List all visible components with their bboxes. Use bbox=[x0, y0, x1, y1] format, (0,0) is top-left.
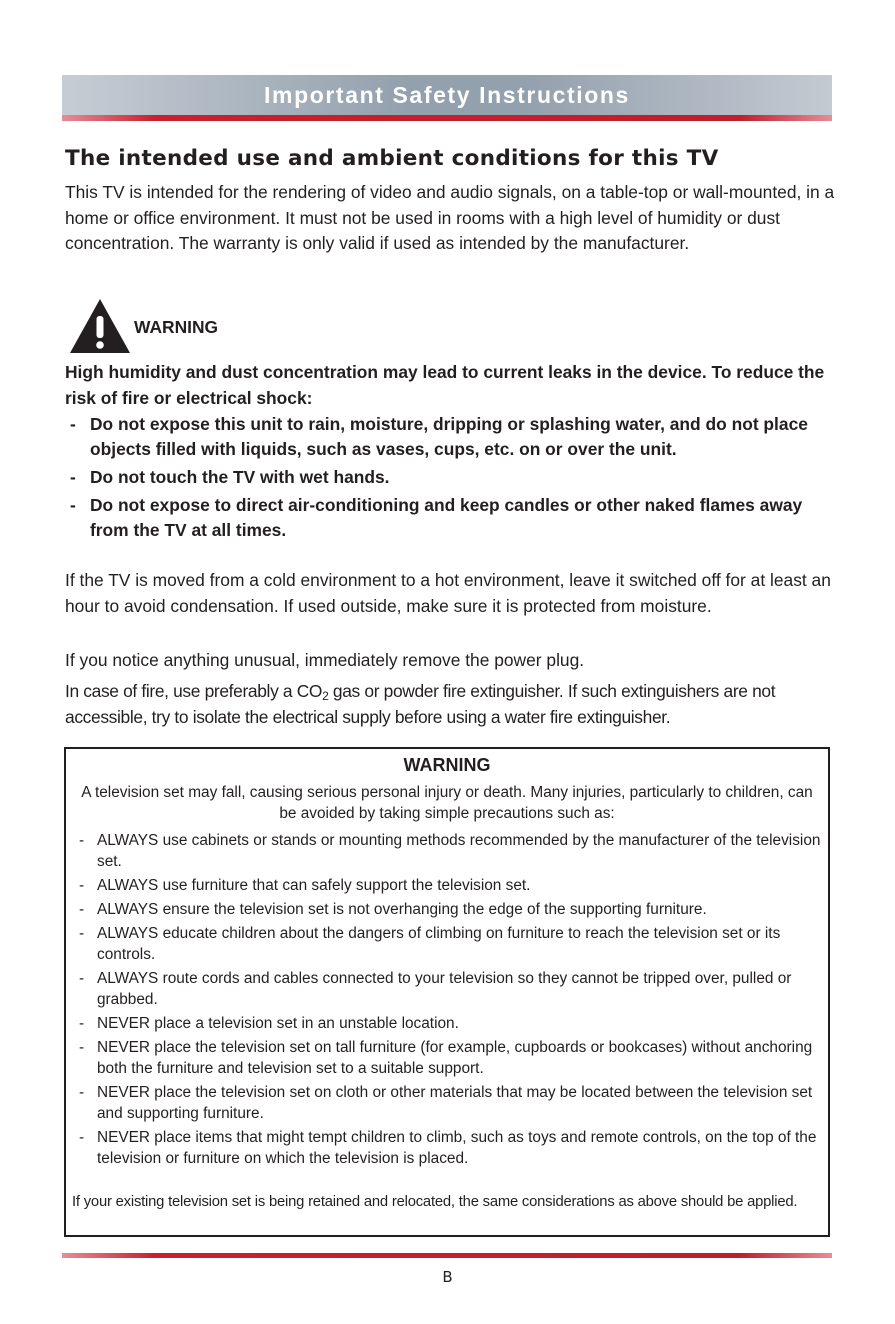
dash-bullet: - bbox=[79, 1039, 85, 1056]
list-item bbox=[78, 1037, 828, 1079]
dash-bullet: - bbox=[70, 467, 76, 487]
footer-rule bbox=[62, 1253, 832, 1258]
dash-bullet: - bbox=[79, 832, 85, 849]
dash-bullet: - bbox=[79, 970, 85, 987]
list-item-text: ALWAYS educate children about the dangers of climbing on furniture to reach the television set or its controls. bbox=[97, 925, 781, 963]
co2-subscript: 2 bbox=[322, 689, 329, 703]
header-rule bbox=[62, 115, 832, 121]
list-item bbox=[78, 1082, 828, 1124]
warning-label: WARNING bbox=[134, 317, 219, 337]
dash-bullet: - bbox=[79, 1084, 85, 1101]
list-item-text: NEVER place the television set on cloth or other materials that may be located between the television set and supporting furniture. bbox=[97, 1084, 813, 1122]
dash-bullet: - bbox=[79, 1015, 85, 1032]
list-item-text: NEVER place a television set in an unstable location. bbox=[97, 1015, 459, 1032]
humidity-warning-text: High humidity and dust concentration may lead to current leaks in the device. To reduce the risk of fire or electrical shock: bbox=[65, 362, 825, 408]
condensation-paragraph: If the TV is moved from a cold environment to a hot environment, leave it switched off for at least an hour to avoid condensation. If used outside, make sure it is protected from moisture. bbox=[65, 570, 831, 616]
list-item-text: ALWAYS route cords and cables connected to your television so they cannot be tripped over, pulled or grabbed. bbox=[97, 970, 792, 1008]
list-item bbox=[78, 875, 828, 896]
page-header-title: Important Safety Instructions bbox=[264, 82, 630, 108]
fire-extinguisher-paragraph bbox=[65, 679, 835, 730]
list-item-text: Do not expose this unit to rain, moisture, dripping or splashing water, and do not place objects filled with liquids, such as vases, cups, etc. on or over the unit. bbox=[90, 414, 808, 459]
header-bar bbox=[62, 75, 832, 115]
list-item bbox=[65, 465, 835, 490]
dash-bullet: - bbox=[79, 901, 85, 918]
list-item bbox=[78, 1127, 828, 1169]
list-item bbox=[78, 899, 828, 920]
list-item-text: ALWAYS use cabinets or stands or mounting methods recommended by the manufacturer of the television set. bbox=[97, 832, 821, 870]
dash-bullet: - bbox=[79, 877, 85, 894]
warning-box-intro: A television set may fall, causing serious personal injury or death. Many injuries, particularly to children, can be avoided by taking simple precautions such as: bbox=[81, 784, 813, 822]
list-item bbox=[78, 923, 828, 965]
list-item-text: ALWAYS use furniture that can safely support the television set. bbox=[97, 877, 531, 894]
fire-text-start: In case of fire, use preferably a CO bbox=[65, 681, 323, 701]
warning-triangle-icon bbox=[69, 298, 131, 354]
dash-bullet: - bbox=[70, 495, 76, 515]
list-item-text: NEVER place the television set on tall furniture (for example, cupboards or bookcases) without anchoring both the furniture and television set to a suitable support. bbox=[97, 1039, 813, 1077]
dash-bullet: - bbox=[79, 925, 85, 942]
fire-text-end: gas or powder fire extinguisher. If such extinguishers are not accessible, try to isolate the electrical supply before using a water fire extinguisher. bbox=[65, 681, 776, 727]
power-plug-paragraph: If you notice anything unusual, immediately remove the power plug. bbox=[65, 650, 585, 670]
list-item bbox=[78, 968, 828, 1010]
dash-bullet: - bbox=[79, 1129, 85, 1146]
humidity-warning-list bbox=[65, 412, 835, 546]
list-item bbox=[78, 1013, 828, 1034]
list-item-text: NEVER place items that might tempt children to climb, such as toys and remote controls, on the top of the television or furniture on which the television is placed. bbox=[97, 1129, 817, 1167]
intended-use-paragraph: This TV is intended for the rendering of video and audio signals, on a table-top or wall-mounted, in a home or office environment. It must not be used in rooms with a high level of humidity or dust concentration. The warranty is only valid if used as intended by the manufacturer. bbox=[65, 182, 835, 253]
list-item bbox=[65, 493, 835, 543]
list-item bbox=[65, 412, 835, 462]
list-item-text: Do not touch the TV with wet hands. bbox=[90, 467, 390, 487]
tip-over-warning-box bbox=[64, 747, 830, 1237]
page-number: B bbox=[442, 1268, 453, 1286]
list-item-text: Do not expose to direct air-conditioning and keep candles or other naked flames away from the TV at all times. bbox=[90, 495, 803, 540]
dash-bullet: - bbox=[70, 414, 76, 434]
warning-box-list bbox=[78, 830, 828, 1172]
list-item-text: ALWAYS ensure the television set is not overhanging the edge of the supporting furniture. bbox=[97, 901, 707, 918]
list-item bbox=[78, 830, 828, 872]
warning-box-title: WARNING bbox=[403, 755, 491, 775]
section-title: The intended use and ambient conditions for this TV bbox=[65, 146, 719, 171]
warning-box-footer: If your existing television set is being retained and relocated, the same considerations as above should be applied. bbox=[72, 1194, 798, 1210]
